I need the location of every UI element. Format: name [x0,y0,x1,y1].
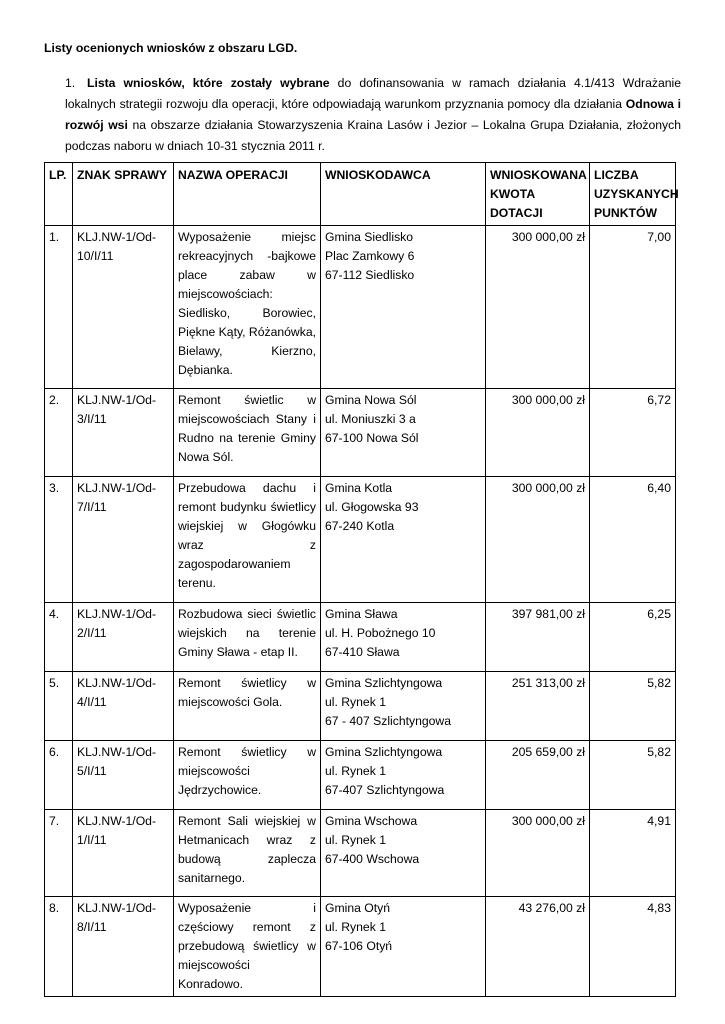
cell-lp: 3. [45,477,73,603]
intro-text-2: na obszarze działania Stowarzyszenia Kraina Lasów i Jezior – Lokalna Grupa Działania, złożonych podczas naboru w dniach 10-31 stycznia 2011 r. [65,118,682,153]
cell-sign: KLJ.NW-1/Od-3/I/11 [73,389,174,477]
document-heading: Listy ocenionych wniosków z obszaru LGD. [44,41,298,55]
applicant-street: ul. Rynek 1 [325,833,386,847]
applicant-city: 67-410 Sława [325,645,400,659]
applicant-street: ul. Rynek 1 [325,920,386,934]
applicant-street: ul. Moniuszki 3 a [325,412,416,426]
cell-applicant [321,477,486,603]
header-lp: LP. [45,163,73,226]
cell-lp: 6. [45,741,73,810]
table-row [45,897,676,997]
applicant-name: Gmina Otyń [325,901,391,915]
header-applicant: WNIOSKODAWCA [321,163,486,226]
intro-text-1: do dofinansowania w ramach działania 4.1/413 Wdrażanie lokalnych strategii rozwoju dla operacji, które odpowiadają warunkom przyznania pomocy dla działania [65,76,681,111]
cell-applicant [321,389,486,477]
cell-amount: 300 000,00 zł [486,226,590,389]
applicant-city: 67 - 407 Szlichtyngowa [325,714,452,728]
applicant-street: ul. Rynek 1 [325,695,386,709]
applicant-name: Gmina Szlichtyngowa [325,676,443,690]
cell-amount: 300 000,00 zł [486,389,590,477]
cell-amount: 300 000,00 zł [486,810,590,897]
header-amount: WNIOSKOWANA KWOTA DOTACJI [486,163,590,226]
cell-points: 5,82 [590,741,676,810]
applicant-street: ul. Rynek 1 [325,764,386,778]
applicant-name: Gmina Nowa Sól [325,393,417,407]
cell-points: 6,25 [590,603,676,672]
applicant-city: 67-400 Wschowa [325,852,420,866]
applicant-name: Gmina Sława [325,607,398,621]
cell-applicant [321,603,486,672]
cell-operation-name: Remont Sali wiejskiej w Hetmanicach wraz z budową zaplecza sanitarnego. [174,810,321,897]
cell-sign: KLJ.NW-1/Od-2/I/11 [73,603,174,672]
applicant-city: 67-100 Nowa Sól [325,431,419,445]
cell-points: 4,91 [590,810,676,897]
cell-applicant [321,897,486,997]
cell-lp: 2. [45,389,73,477]
table-row [45,672,676,741]
table-row [45,603,676,672]
cell-sign: KLJ.NW-1/Od-4/I/11 [73,672,174,741]
table-header-row [45,163,676,226]
header-points: LICZBA UZYSKANYCH PUNKTÓW [590,163,676,226]
cell-amount: 397 981,00 zł [486,603,590,672]
intro-paragraph [65,73,681,157]
applicant-name: Gmina Kotla [325,481,393,495]
cell-sign: KLJ.NW-1/Od-8/I/11 [73,897,174,997]
cell-points: 6,72 [590,389,676,477]
intro-bold-action: Odnowa i rozwój wsi [65,97,682,132]
cell-amount: 205 659,00 zł [486,741,590,810]
cell-operation-name: Remont świetlicy w miejscowości Jędrzychowice. [174,741,321,810]
table-row [45,226,676,389]
cell-sign: KLJ.NW-1/Od-7/I/11 [73,477,174,603]
cell-amount: 43 276,00 zł [486,897,590,997]
cell-applicant [321,810,486,897]
cell-lp: 1. [45,226,73,389]
cell-amount: 300 000,00 zł [486,477,590,603]
cell-sign: KLJ.NW-1/Od-5/I/11 [73,741,174,810]
table-row [45,477,676,603]
cell-applicant [321,741,486,810]
table-row [45,810,676,897]
header-operation-name: NAZWA OPERACJI [174,163,321,226]
cell-lp: 8. [45,897,73,997]
cell-points: 4,83 [590,897,676,997]
applicant-street: ul. Głogowska 93 [325,500,419,514]
applicant-city: 67-407 Szlichtyngowa [325,783,445,797]
cell-points: 7,00 [590,226,676,389]
cell-operation-name: Wyposażenie miejsc rekreacyjnych -bajkowe place zabaw w miejscowościach: Siedlisko, Borowiec, Piękne Kąty, Różanówka, Bielawy, Kierzno, Dębianka. [174,226,321,389]
applicant-name: Gmina Wschowa [325,814,418,828]
applicant-city: 67-240 Kotla [325,519,395,533]
applicant-city: 67-106 Otyń [325,939,393,953]
applications-table [44,162,679,997]
applicant-name: Gmina Szlichtyngowa [325,745,443,759]
cell-operation-name: Wyposażenie i częściowy remont z przebudową świetlicy w miejscowości Konradowo. [174,897,321,997]
cell-points: 6,40 [590,477,676,603]
cell-operation-name: Rozbudowa sieci świetlic wiejskich na terenie Gminy Sława - etap II. [174,603,321,672]
cell-applicant [321,672,486,741]
intro-number: 1. [65,76,76,90]
applicant-name: Gmina Siedlisko [325,230,414,244]
cell-sign: KLJ.NW-1/Od-1/I/11 [73,810,174,897]
cell-points: 5,82 [590,672,676,741]
table-row [45,389,676,477]
cell-amount: 251 313,00 zł [486,672,590,741]
cell-operation-name: Remont świetlic w miejscowościach Stany i Rudno na terenie Gminy Nowa Sól. [174,389,321,477]
cell-operation-name: Remont świetlicy w miejscowości Gola. [174,672,321,741]
header-sign: ZNAK SPRAWY [73,163,174,226]
cell-sign: KLJ.NW-1/Od-10/I/11 [73,226,174,389]
applicant-city: 67-112 Siedlisko [325,268,415,282]
table-row [45,741,676,810]
cell-lp: 4. [45,603,73,672]
applicant-street: ul. H. Pobożnego 10 [325,626,436,640]
cell-lp: 7. [45,810,73,897]
cell-operation-name: Przebudowa dachu i remont budynku świetlicy wiejskiej w Głogówku wraz z zagospodarowaniem terenu. [174,477,321,603]
cell-lp: 5. [45,672,73,741]
cell-applicant [321,226,486,389]
applicant-street: Plac Zamkowy 6 [325,249,415,263]
intro-bold-selected: Lista wniosków, które zostały wybrane [87,76,330,90]
